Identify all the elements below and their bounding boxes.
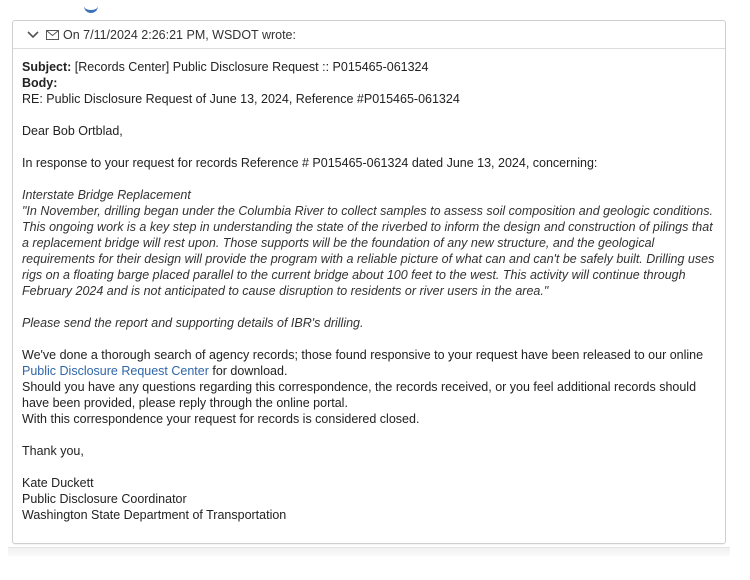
subject-line	[22, 59, 716, 75]
next-item-edge	[8, 547, 730, 556]
request-quote: "In November, drilling began under the Columbia River to collect samples to assess soil composition and geologic conditions. This ongoing work is a key step in understanding the state of the riverbed to inform the design and construction of pilings that a replacement bridge will rest upon. Those supports will be the foundation of any new structure, and the geological requirements for their design will provide the program with a reliable picture of what can and can't be safely built. Drilling uses rigs on a floating barge placed parallel to the current bridge about 100 feet to the west. This activity will continue through February 2024 and is not anticipated to cause disruption to residents or river users in the area."	[22, 204, 715, 298]
signature-name: Kate Duckett	[22, 476, 94, 490]
body-label: Body:	[22, 76, 58, 90]
signature-org: Washington State Department of Transportation	[22, 508, 287, 522]
request-ask: Please send the report and supporting details of IBR's drilling.	[22, 316, 364, 330]
intro-text: In response to your request for records Reference # P015465-061324 dated June 13, 2024, concerning:	[22, 156, 598, 170]
email-header[interactable]	[13, 21, 725, 49]
response-text: We've done a thorough search of agency records; those found responsive to your request have been released to our online Public Disclosure Request Center for download.	[22, 348, 704, 378]
request-title: Interstate Bridge Replacement	[22, 188, 191, 202]
signature-title: Public Disclosure Coordinator	[22, 492, 187, 506]
envelope-icon	[45, 28, 59, 42]
closed-text: With this correspondence your request for records is considered closed.	[22, 412, 420, 426]
greeting: Dear Bob Ortblad,	[22, 124, 123, 138]
email-header-label: On 7/11/2024 2:26:21 PM, WSDOT wrote:	[63, 27, 296, 42]
re-line: RE: Public Disclosure Request of June 13, 2024, Reference #P015465-061324	[22, 92, 460, 106]
questions-text: Should you have any questions regarding this correspondence, the records received, or you feel additional records should have been provided, please reply through the online portal.	[22, 380, 697, 410]
partial-avatar-decoration	[84, 0, 98, 13]
chevron-down-icon[interactable]	[25, 27, 41, 43]
subject-label: Subject:	[22, 60, 72, 74]
email-body	[13, 49, 725, 523]
thanks-text: Thank you,	[22, 444, 84, 458]
subject-text: [Records Center] Public Disclosure Request :: P015465-061324	[74, 60, 429, 74]
public-disclosure-request-center-link[interactable]: Public Disclosure Request Center	[22, 364, 209, 378]
quoted-email-card	[12, 20, 726, 544]
